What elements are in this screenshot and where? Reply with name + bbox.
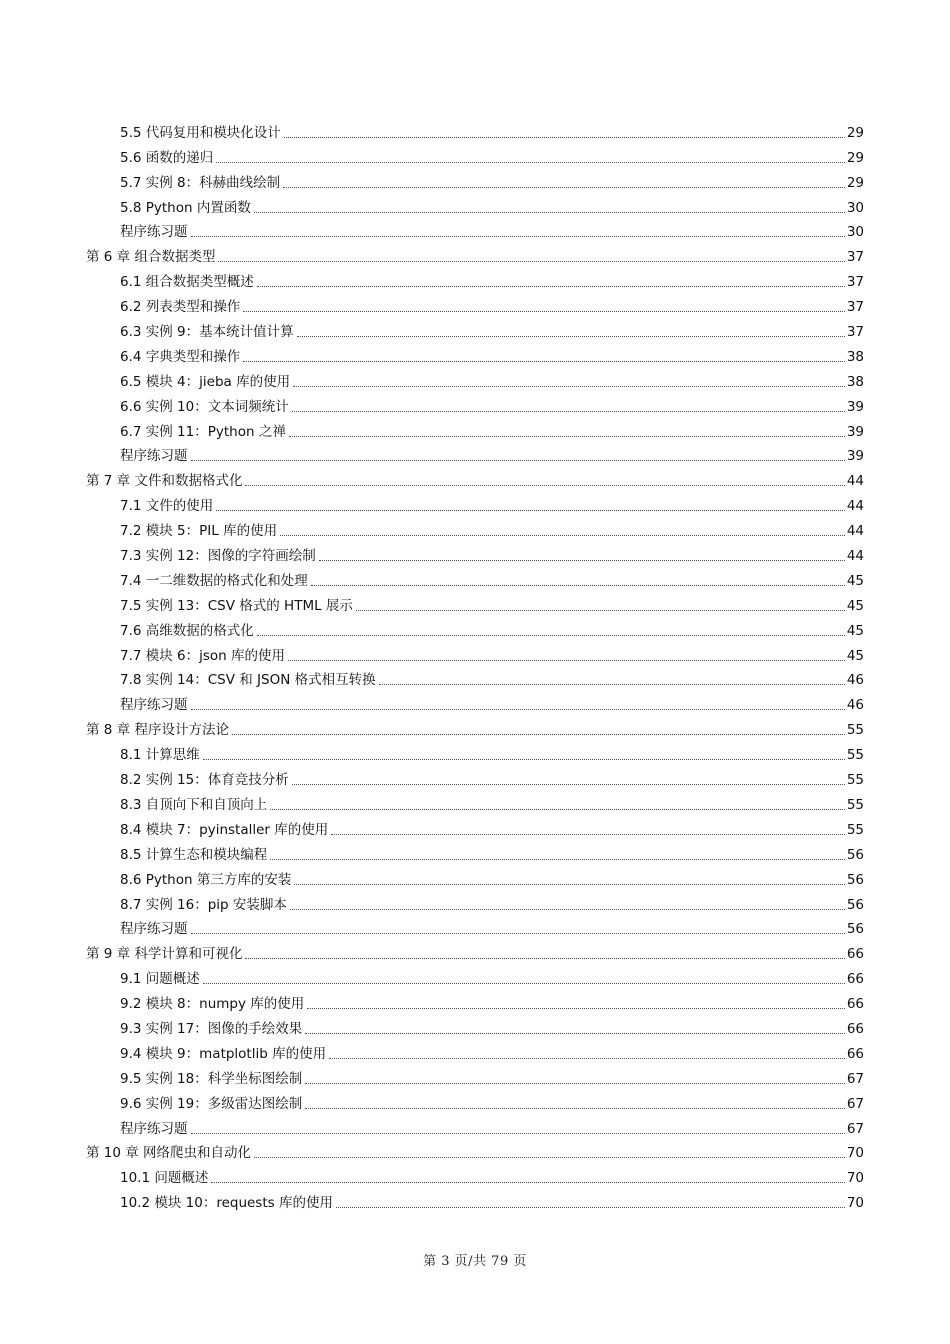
toc-entry-page-number: 66 [846, 971, 864, 988]
dot-leader [245, 957, 844, 959]
dot-leader [191, 708, 845, 710]
dot-leader [218, 260, 844, 262]
toc-entry-title: 程序练习题 [120, 448, 188, 465]
dot-leader [216, 161, 845, 163]
toc-section-entry[interactable] [86, 489, 864, 514]
toc-entry-title: 6.6 实例 10：文本词频统计 [120, 398, 289, 415]
toc-entry-page-number: 44 [846, 548, 864, 565]
toc-entry-page-number: 37 [846, 249, 864, 266]
toc-section-entry[interactable] [86, 987, 864, 1012]
toc-section-entry[interactable] [86, 1037, 864, 1062]
dot-leader [243, 310, 845, 312]
dot-leader [336, 1206, 845, 1208]
dot-leader [216, 509, 845, 511]
toc-entry-page-number: 56 [846, 921, 864, 938]
dot-leader [329, 1057, 845, 1059]
dot-leader [280, 534, 845, 536]
toc-section-entry[interactable] [86, 216, 864, 241]
dot-leader [243, 360, 845, 362]
dot-leader [289, 435, 845, 437]
toc-entry-page-number: 39 [846, 423, 864, 440]
toc-entry-page-number: 38 [846, 373, 864, 390]
dot-leader [293, 385, 845, 387]
toc-entry-page-number: 45 [846, 572, 864, 589]
toc-section-entry[interactable] [86, 664, 864, 689]
toc-section-entry[interactable] [86, 1186, 864, 1211]
toc-entry-page-number: 38 [846, 348, 864, 365]
dot-leader [290, 908, 845, 910]
toc-section-entry[interactable] [86, 514, 864, 539]
toc-entry-page-number: 70 [846, 1170, 864, 1187]
dot-leader [211, 1181, 844, 1183]
toc-section-entry[interactable] [86, 315, 864, 340]
toc-entry-title: 6.4 字典类型和操作 [120, 348, 241, 365]
toc-entry-title: 8.1 计算思维 [120, 747, 200, 764]
toc-entry-page-number: 37 [846, 324, 864, 341]
toc-section-entry[interactable] [86, 962, 864, 987]
dot-leader [305, 1107, 845, 1109]
toc-section-entry[interactable] [86, 863, 864, 888]
toc-section-entry[interactable] [86, 1087, 864, 1112]
toc-entry-title: 9.4 模块 9：matplotlib 库的使用 [120, 1045, 327, 1062]
toc-entry-title: 6.2 列表类型和操作 [120, 299, 241, 316]
toc-entry-page-number: 37 [846, 299, 864, 316]
toc-entry-page-number: 45 [846, 597, 864, 614]
toc-entry-title: 程序练习题 [120, 1120, 188, 1137]
toc-section-entry[interactable] [86, 116, 864, 141]
toc-chapter-entry[interactable] [86, 937, 864, 962]
toc-entry-page-number: 44 [846, 523, 864, 540]
toc-section-entry[interactable] [86, 265, 864, 290]
dot-leader [245, 484, 844, 486]
toc-entry-title: 7.8 实例 14：CSV 和 JSON 格式相互转换 [120, 672, 376, 689]
toc-entry-title: 8.2 实例 15：体育竞技分析 [120, 772, 289, 789]
toc-entry-title: 9.3 实例 17：图像的手绘效果 [120, 1020, 303, 1037]
dot-leader [319, 559, 845, 561]
toc-entry-title: 程序练习题 [120, 697, 188, 714]
toc-entry-title: 5.5 代码复用和模块化设计 [120, 124, 281, 141]
dot-leader [356, 609, 845, 611]
toc-entry-page-number: 44 [846, 473, 864, 490]
toc-section-entry[interactable] [86, 191, 864, 216]
toc-section-entry[interactable] [86, 639, 864, 664]
toc-entry-title: 第 7 章 文件和数据格式化 [86, 473, 243, 490]
toc-section-entry[interactable] [86, 390, 864, 415]
toc-section-entry[interactable] [86, 688, 864, 713]
toc-section-entry[interactable] [86, 1012, 864, 1037]
dot-leader [257, 285, 845, 287]
dot-leader [191, 1132, 845, 1134]
toc-entry-page-number: 29 [846, 124, 864, 141]
dot-leader [305, 1032, 845, 1034]
toc-entry-page-number: 44 [846, 498, 864, 515]
toc-entry-page-number: 45 [846, 647, 864, 664]
toc-entry-page-number: 70 [846, 1145, 864, 1162]
dot-leader [254, 1156, 845, 1158]
toc-entry-title: 8.4 模块 7：pyinstaller 库的使用 [120, 821, 329, 838]
toc-entry-page-number: 66 [846, 946, 864, 963]
toc-entry-page-number: 37 [846, 274, 864, 291]
dot-leader [379, 683, 845, 685]
toc-section-entry[interactable] [86, 913, 864, 938]
toc-section-entry[interactable] [86, 589, 864, 614]
toc-entry-title: 程序练习题 [120, 224, 188, 241]
toc-section-entry[interactable] [86, 838, 864, 863]
toc-entry-page-number: 70 [846, 1195, 864, 1212]
toc-entry-title: 第 8 章 程序设计方法论 [86, 722, 229, 739]
dot-leader [305, 1082, 845, 1084]
dot-leader [283, 186, 845, 188]
dot-leader [203, 982, 845, 984]
toc-section-entry[interactable] [86, 141, 864, 166]
dot-leader [270, 808, 845, 810]
page-footer: 第 3 页/共 79 页 [423, 1254, 527, 1269]
dot-leader [307, 1007, 845, 1009]
toc-section-entry[interactable] [86, 365, 864, 390]
toc-entry-title: 第 9 章 科学计算和可视化 [86, 946, 243, 963]
toc-entry-page-number: 29 [846, 174, 864, 191]
toc-entry-title: 10.1 问题概述 [120, 1170, 209, 1187]
toc-entry-page-number: 46 [846, 672, 864, 689]
toc-entry-title: 5.6 函数的递归 [120, 149, 214, 166]
dot-leader [294, 883, 844, 885]
toc-entry-title: 9.5 实例 18：科学坐标图绘制 [120, 1070, 303, 1087]
toc-entry-page-number: 56 [846, 896, 864, 913]
toc-entry-page-number: 46 [846, 697, 864, 714]
toc-chapter-entry[interactable] [86, 713, 864, 738]
toc-entry-page-number: 55 [846, 796, 864, 813]
toc-entry-title: 7.1 文件的使用 [120, 498, 214, 515]
dot-leader [257, 634, 845, 636]
toc-entry-page-number: 30 [846, 224, 864, 241]
toc-entry-title: 7.2 模块 5：PIL 库的使用 [120, 523, 278, 540]
dot-leader [292, 783, 845, 785]
dot-leader [311, 584, 845, 586]
toc-section-entry[interactable] [86, 738, 864, 763]
toc-entry-title: 5.7 实例 8：科赫曲线绘制 [120, 174, 281, 191]
toc-section-entry[interactable] [86, 440, 864, 465]
dot-leader [191, 932, 845, 934]
dot-leader [292, 410, 845, 412]
toc-entry-title: 7.5 实例 13：CSV 格式的 HTML 展示 [120, 597, 353, 614]
dot-leader [288, 659, 845, 661]
dot-leader [331, 833, 845, 835]
toc-section-entry[interactable] [86, 763, 864, 788]
toc-entry-page-number: 55 [846, 747, 864, 764]
toc-entry-title: 程序练习题 [120, 921, 188, 938]
toc-section-entry[interactable] [86, 1062, 864, 1087]
toc-section-entry[interactable] [86, 614, 864, 639]
toc-entry-page-number: 56 [846, 846, 864, 863]
toc-entry-page-number: 66 [846, 1020, 864, 1037]
toc-entry-title: 8.7 实例 16：pip 安装脚本 [120, 896, 287, 913]
toc-entry-page-number: 56 [846, 871, 864, 888]
toc-entry-title: 9.1 问题概述 [120, 971, 200, 988]
toc-entry-page-number: 66 [846, 1045, 864, 1062]
toc-entry-title: 7.7 模块 6：json 库的使用 [120, 647, 286, 664]
toc-entry-page-number: 39 [846, 448, 864, 465]
toc-section-entry[interactable] [86, 1112, 864, 1137]
toc-entry-title: 7.4 一二维数据的格式化和处理 [120, 572, 308, 589]
toc-section-entry[interactable] [86, 539, 864, 564]
toc-entry-page-number: 67 [846, 1095, 864, 1112]
dot-leader [254, 211, 845, 213]
toc-section-entry[interactable] [86, 888, 864, 913]
toc-entry-page-number: 55 [846, 722, 864, 739]
toc-entry-title: 9.2 模块 8：numpy 库的使用 [120, 996, 305, 1013]
toc-entry-page-number: 67 [846, 1070, 864, 1087]
dot-leader [191, 235, 845, 237]
table-of-contents [86, 116, 864, 1211]
toc-entry-title: 9.6 实例 19：多级雷达图绘制 [120, 1095, 303, 1112]
toc-section-entry[interactable] [86, 788, 864, 813]
toc-entry-page-number: 67 [846, 1120, 864, 1137]
toc-entry-page-number: 45 [846, 622, 864, 639]
toc-section-entry[interactable] [86, 166, 864, 191]
toc-section-entry[interactable] [86, 1161, 864, 1186]
toc-entry-title: 第 6 章 组合数据类型 [86, 249, 216, 266]
toc-chapter-entry[interactable] [86, 240, 864, 265]
dot-leader [191, 459, 845, 461]
dot-leader [232, 733, 845, 735]
toc-entry-title: 6.7 实例 11：Python 之禅 [120, 423, 286, 440]
toc-chapter-entry[interactable] [86, 464, 864, 489]
toc-entry-title: 7.3 实例 12：图像的字符画绘制 [120, 548, 316, 565]
toc-entry-page-number: 55 [846, 821, 864, 838]
toc-entry-page-number: 29 [846, 149, 864, 166]
dot-leader [270, 858, 845, 860]
toc-entry-title: 6.5 模块 4：jieba 库的使用 [120, 373, 291, 390]
toc-entry-title: 8.6 Python 第三方库的安装 [120, 871, 292, 888]
toc-section-entry[interactable] [86, 290, 864, 315]
toc-entry-title: 7.6 高维数据的格式化 [120, 622, 254, 639]
toc-entry-title: 5.8 Python 内置函数 [120, 199, 251, 216]
toc-entry-page-number: 66 [846, 996, 864, 1013]
toc-entry-title: 6.1 组合数据类型概述 [120, 274, 254, 291]
toc-section-entry[interactable] [86, 813, 864, 838]
dot-leader [203, 758, 845, 760]
toc-entry-page-number: 55 [846, 772, 864, 789]
toc-entry-title: 10.2 模块 10：requests 库的使用 [120, 1195, 333, 1212]
toc-section-entry[interactable] [86, 415, 864, 440]
toc-entry-page-number: 30 [846, 199, 864, 216]
toc-entry-page-number: 39 [846, 398, 864, 415]
toc-section-entry[interactable] [86, 340, 864, 365]
toc-entry-title: 8.5 计算生态和模块编程 [120, 846, 268, 863]
dot-leader [297, 335, 845, 337]
dot-leader [284, 136, 845, 138]
toc-entry-title: 8.3 自顶向下和自顶向上 [120, 796, 268, 813]
toc-entry-title: 第 10 章 网络爬虫和自动化 [86, 1145, 252, 1162]
toc-chapter-entry[interactable] [86, 1137, 864, 1162]
toc-section-entry[interactable] [86, 564, 864, 589]
toc-entry-title: 6.3 实例 9：基本统计值计算 [120, 324, 294, 341]
